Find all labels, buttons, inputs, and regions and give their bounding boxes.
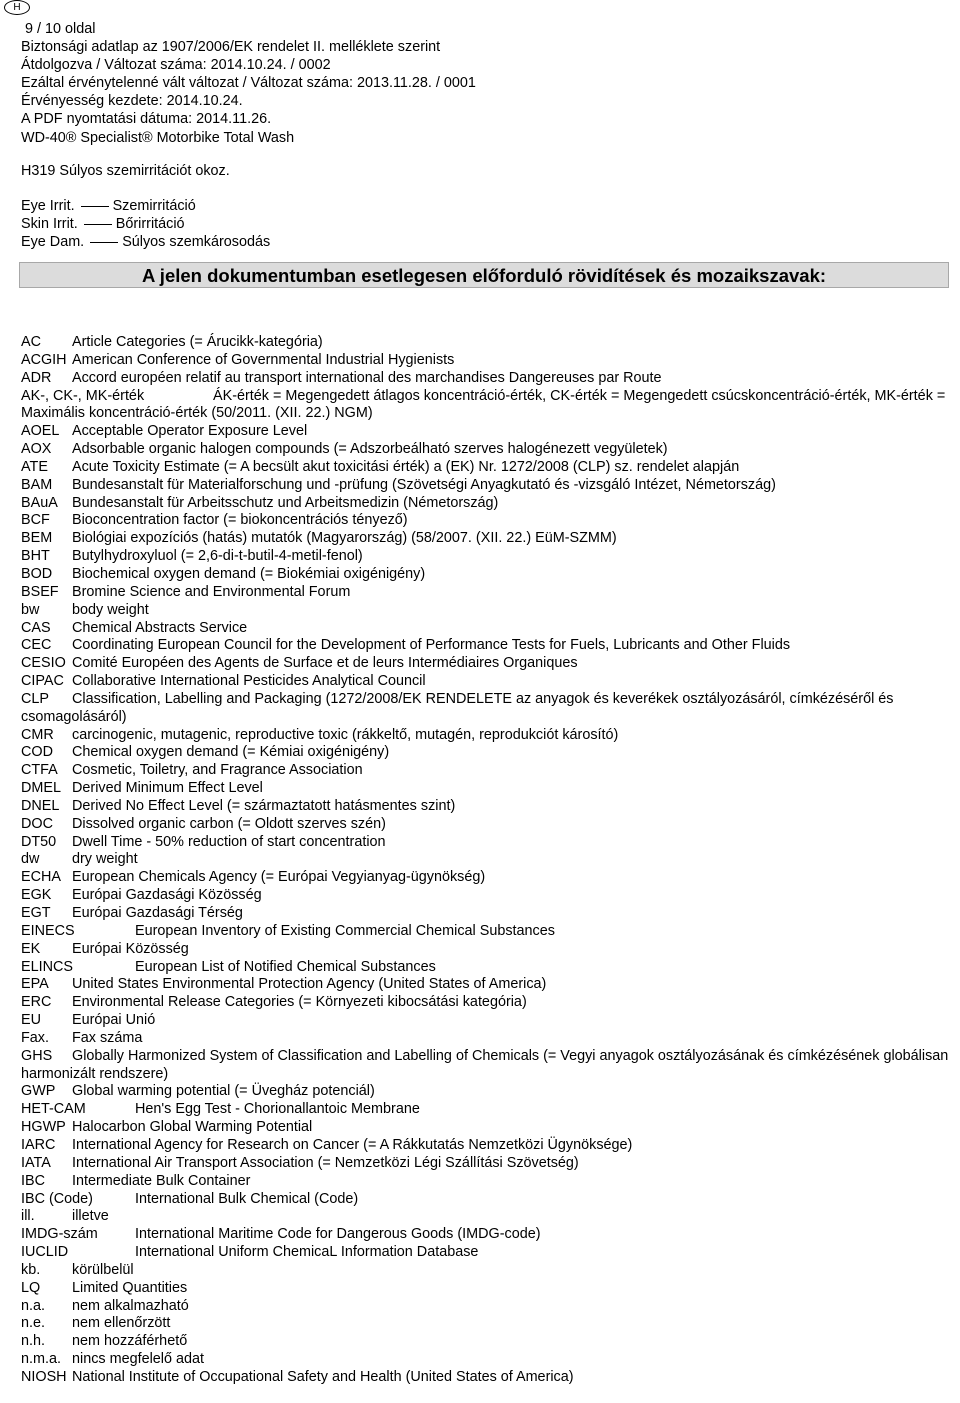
abbreviation-term: IMDG-szám [21, 1226, 98, 1243]
abbreviation-definition: Bromine Science and Environmental Forum [72, 583, 351, 600]
em-dash-icon [81, 206, 109, 207]
abbreviation-term: Fax. [21, 1029, 49, 1046]
abbreviation-term: CAS [21, 619, 51, 636]
abbreviation-term: CIPAC [21, 673, 64, 690]
abbreviation-row [21, 495, 951, 513]
abbreviation-term: EGK [21, 887, 52, 904]
abbreviation-row [21, 976, 951, 994]
abbreviation-term: HET-CAM [21, 1101, 86, 1118]
abbreviation-term: n.h. [21, 1333, 46, 1350]
abbreviation-definition: Adsorbable organic halogen compounds (= Adszorbeálható szerves halogénezett vegyületek) [72, 441, 668, 458]
abbreviation-definition: Accord européen relatif au transport international des marchandises Dangereuses par Route [72, 369, 662, 386]
abbreviation-definition: Biochemical oxygen demand (= Biokémiai oxigénigény) [72, 565, 426, 582]
abbreviation-row [21, 370, 951, 388]
abbreviation-definition: nem alkalmazható [72, 1297, 189, 1314]
abbreviation-term: CEC [21, 637, 52, 654]
abbreviation-definition: nem ellenőrzött [72, 1315, 171, 1332]
abbreviation-term: EPA [21, 976, 49, 993]
abbreviation-row [21, 477, 951, 495]
abbreviation-row [21, 1191, 951, 1209]
abbreviation-definition: International Maritime Code for Dangerous Goods (IMDG-code) [135, 1226, 541, 1243]
hazard-class-list [21, 197, 270, 251]
abbreviation-row [21, 423, 951, 441]
abbreviation-definition: Európai Közösség [72, 940, 189, 957]
regulation-line: Biztonsági adatlap az 1907/2006/EK rendelet II. melléklete szerint [21, 39, 441, 56]
abbreviation-definition: Article Categories (= Árucikk-kategória) [72, 334, 323, 350]
abbreviation-term: AOX [21, 441, 52, 458]
abbreviation-definition: Cosmetic, Toiletry, and Fragrance Association [72, 762, 363, 779]
abbreviation-definition: United States Environmental Protection Agency (United States of America) [72, 976, 547, 993]
abbreviation-term: AOEL [21, 423, 60, 440]
abbreviation-definition: International Agency for Research on Cancer (= A Rákkutatás Nemzetközi Ügynöksége) [72, 1136, 633, 1153]
abbreviation-row [21, 1173, 951, 1191]
abbreviation-definition: Hen's Egg Test - Chorionallantoic Membrane [135, 1101, 420, 1118]
abbreviation-term: n.e. [21, 1315, 46, 1332]
abbreviation-term: GHS [21, 1047, 53, 1064]
abbreviation-row [21, 655, 951, 673]
abbreviation-row [21, 1244, 951, 1262]
abbreviation-definition: Comité Européen des Agents de Surface et de leurs Intermédiaires Organiques [72, 655, 578, 672]
abbreviation-definition: Európai Unió [72, 1012, 156, 1029]
abbreviation-term: BAuA [21, 494, 58, 511]
abbreviation-row [21, 530, 951, 548]
abbreviation-term: IATA [21, 1154, 51, 1171]
abbreviation-definition: Chemical oxygen demand (= Kémiai oxigénigény) [72, 744, 390, 761]
product-name: WD-40® Specialist® Motorbike Total Wash [21, 129, 295, 146]
abbreviation-definition: American Conference of Governmental Industrial Hygienists [72, 351, 455, 368]
abbreviation-list [21, 334, 951, 1387]
abbreviation-term: IARC [21, 1136, 56, 1153]
abbreviation-term: ELINCS [21, 958, 73, 975]
abbreviation-row [21, 834, 951, 852]
hazard-statement: H319 Súlyos szemirritációt okoz. [21, 163, 230, 179]
abbreviation-definition: illetve [72, 1208, 109, 1225]
abbreviation-row [21, 780, 951, 798]
abbreviation-definition: Derived Minimum Effect Level [72, 780, 263, 797]
abbreviation-definition: Acute Toxicity Estimate (= A becsült akut toxicitási érték) a (EK) Nr. 1272/2008 (CLP) sz. rendelet alapján [72, 458, 740, 475]
abbreviation-term: ADR [21, 369, 52, 386]
abbreviation-row [21, 923, 951, 941]
abbreviation-term: ill. [21, 1208, 35, 1225]
abbreviation-definition: European Inventory of Existing Commercial Chemical Substances [135, 922, 555, 939]
abbreviation-row [21, 1262, 951, 1280]
abbreviation-row [21, 941, 951, 959]
abbreviation-term: DNEL [21, 797, 60, 814]
abbreviation-definition: European List of Notified Chemical Substances [135, 958, 436, 975]
abbreviation-definition: nincs megfelelő adat [72, 1351, 204, 1368]
em-dash-icon [90, 242, 118, 243]
superseded-line: Ezáltal érvénytelenné vált változat / Változat száma: 2013.11.28. / 0001 [21, 75, 476, 92]
abbreviation-definition: carcinogenic, mutagenic, reproductive toxic (rákkeltő, mutagén, reprodukciót károsító) [72, 726, 619, 743]
abbreviation-term: kb. [21, 1261, 41, 1278]
hazard-class-desc: Súlyos szemkárosodás [122, 234, 271, 250]
abbreviation-definition: Bundesanstalt für Materialforschung und -prüfung (Szövetségi Anyagkutató és -vizsgáló Intézet, Németország) [72, 476, 776, 493]
abbreviation-row [21, 602, 951, 620]
abbreviation-term: GWP [21, 1083, 56, 1100]
abbreviation-term: BEM [21, 530, 53, 547]
abbreviation-definition: Európai Gazdasági Közösség [72, 887, 262, 904]
page-number: 9 / 10 oldal [25, 21, 96, 37]
abbreviation-definition: Global warming potential (= Üvegház potenciál) [72, 1083, 375, 1100]
abbreviation-term: BCF [21, 512, 50, 529]
abbreviation-row [21, 334, 951, 352]
abbreviation-term: COD [21, 744, 53, 761]
abbreviation-row [21, 1155, 951, 1173]
abbreviation-term: LQ [21, 1279, 41, 1296]
abbreviation-term: ACGIH [21, 351, 67, 368]
abbreviation-row [21, 1333, 951, 1351]
abbreviation-term: AC [21, 334, 41, 350]
abbreviation-row [21, 1012, 951, 1030]
h-badge-icon: H [4, 0, 30, 15]
abbreviation-row [21, 1119, 951, 1137]
hazard-class-row [21, 215, 270, 233]
abbreviation-term: CESIO [21, 655, 66, 672]
abbreviation-definition: Limited Quantities [72, 1279, 188, 1296]
abbreviation-term: n.m.a. [21, 1351, 61, 1368]
abbreviation-row [21, 620, 951, 638]
abbreviation-row [21, 1137, 951, 1155]
abbreviation-definition: Európai Gazdasági Térség [72, 905, 243, 921]
abbreviation-term: CLP [21, 690, 49, 707]
abbreviation-definition: Acceptable Operator Exposure Level [72, 423, 308, 440]
abbreviation-term: BAM [21, 476, 53, 493]
pdf-print-date: A PDF nyomtatási dátuma: 2014.11.26. [21, 111, 272, 128]
abbreviation-term: DT50 [21, 833, 57, 850]
abbreviation-definition: Butylhydroxyluol (= 2,6-di-t-butil-4-metil-fenol) [72, 548, 363, 565]
abbreviation-row [21, 905, 951, 923]
abbreviation-term: BOD [21, 565, 53, 582]
abbreviation-term: IUCLID [21, 1244, 69, 1261]
abbreviation-definition: Environmental Release Categories (= Környezeti kibocsátási kategória) [72, 994, 527, 1011]
abbreviation-row [21, 459, 951, 477]
abbreviation-term: ECHA [21, 869, 61, 886]
em-dash-icon [84, 224, 112, 225]
abbreviation-term: n.a. [21, 1297, 46, 1314]
hazard-class-row [21, 197, 270, 215]
abbreviation-row [21, 1298, 951, 1316]
abbreviation-term: dw [21, 851, 40, 868]
abbreviation-definition: ÁK-érték = Megengedett átlagos koncentráció-érték, CK-érték = Megengedett csúcskoncentráció-érték, MK-érték = Maximális koncentráció-érték (50/2011. (XII. 22.) NGM) [21, 387, 946, 422]
abbreviation-row [21, 994, 951, 1012]
abbreviation-row [21, 1048, 951, 1084]
abbreviation-row [21, 1315, 951, 1333]
abbreviation-row [21, 352, 951, 370]
abbreviation-row [21, 727, 951, 745]
abbreviation-term: IBC [21, 1172, 45, 1189]
abbreviation-term: AK-, CK-, MK-érték [21, 387, 145, 404]
abbreviation-row [21, 1083, 951, 1101]
abbreviation-row [21, 959, 951, 977]
abbreviation-row [21, 1208, 951, 1226]
hazard-class-desc: Szemirritáció [112, 198, 196, 214]
abbreviation-term: IBC (Code) [21, 1190, 93, 1207]
abbreviation-row [21, 388, 951, 424]
abbreviation-row [21, 584, 951, 602]
hazard-class-code: Eye Irrit. [21, 198, 75, 214]
abbreviation-term: NIOSH [21, 1368, 67, 1385]
abbreviation-row [21, 1226, 951, 1244]
hazard-class-desc: Bőrirritáció [115, 216, 185, 232]
abbreviation-definition: Derived No Effect Level (= származtatott hatásmentes szint) [72, 797, 456, 814]
abbreviation-definition: International Uniform ChemicaL Information Database [135, 1244, 479, 1261]
hazard-class-code: Skin Irrit. [21, 216, 78, 232]
abbreviation-row [21, 851, 951, 869]
abbreviation-row [21, 762, 951, 780]
section-heading: A jelen dokumentumban esetlegesen előforduló rövidítések és mozaikszavak: [19, 262, 949, 288]
abbreviation-term: DMEL [21, 780, 61, 797]
abbreviation-row [21, 798, 951, 816]
abbreviation-row [21, 887, 951, 905]
abbreviation-term: bw [21, 601, 40, 618]
abbreviation-definition: European Chemicals Agency (= Európai Vegyianyag-ügynökség) [72, 869, 486, 886]
hazard-class-code: Eye Dam. [21, 234, 85, 250]
abbreviation-definition: body weight [72, 601, 149, 618]
document-header [21, 20, 951, 147]
abbreviation-row [21, 1030, 951, 1048]
abbreviation-term: ATE [21, 458, 48, 475]
abbreviation-definition: Classification, Labelling and Packaging (1272/2008/EK RENDELETE az anyagok és keverékek osztályozásáról, címkézéséről és csomagolásáról) [21, 690, 894, 725]
abbreviation-term: CTFA [21, 762, 58, 779]
abbreviation-definition: Bundesanstalt für Arbeitsschutz und Arbeitsmedizin (Németország) [72, 494, 499, 511]
valid-from-line: Érvényesség kezdete: 2014.10.24. [21, 93, 243, 110]
abbreviation-row [21, 816, 951, 834]
abbreviation-term: EK [21, 940, 41, 957]
abbreviation-row [21, 566, 951, 584]
abbreviation-definition: Dissolved organic carbon (= Oldott szerves szén) [72, 815, 386, 832]
abbreviation-definition: Dwell Time - 50% reduction of start concentration [72, 833, 386, 850]
abbreviation-definition: Coordinating European Council for the Development of Performance Tests for Fuels, Lubricants and Other Fluids [72, 637, 791, 654]
abbreviation-definition: Fax száma [72, 1029, 143, 1046]
abbreviation-definition: Chemical Abstracts Service [72, 619, 248, 636]
abbreviation-row [21, 637, 951, 655]
abbreviation-definition: National Institute of Occupational Safety and Health (United States of America) [72, 1368, 574, 1385]
abbreviation-definition: Globally Harmonized System of Classification and Labelling of Chemicals (= Vegyi anyagok osztályozásának és címkézésének globálisan harmonizált rendszere) [21, 1047, 949, 1082]
abbreviation-row [21, 744, 951, 762]
abbreviation-term: BHT [21, 548, 50, 565]
abbreviation-term: ERC [21, 994, 52, 1011]
abbreviation-definition: International Air Transport Association (= Nemzetközi Légi Szállítási Szövetség) [72, 1154, 579, 1171]
abbreviation-definition: Intermediate Bulk Container [72, 1172, 251, 1189]
abbreviation-row [21, 512, 951, 530]
abbreviation-term: CMR [21, 726, 54, 743]
abbreviation-definition: International Bulk Chemical (Code) [135, 1190, 359, 1207]
abbreviation-row [21, 1369, 951, 1387]
abbreviation-row [21, 441, 951, 459]
abbreviation-row [21, 1351, 951, 1369]
abbreviation-row [21, 548, 951, 566]
abbreviation-definition: körülbelül [72, 1261, 134, 1278]
abbreviation-row [21, 869, 951, 887]
abbreviation-term: EINECS [21, 922, 75, 939]
abbreviation-row [21, 1101, 951, 1119]
abbreviation-term: BSEF [21, 583, 59, 600]
abbreviation-row [21, 673, 951, 691]
revision-line: Átdolgozva / Változat száma: 2014.10.24. / 0002 [21, 57, 331, 74]
abbreviation-definition: Bioconcentration factor (= biokoncentrációs tényező) [72, 512, 408, 529]
hazard-class-row [21, 233, 270, 251]
abbreviation-definition: dry weight [72, 851, 138, 868]
abbreviation-term: EGT [21, 905, 51, 921]
abbreviation-definition: Collaborative International Pesticides Analytical Council [72, 673, 426, 690]
abbreviation-row [21, 1280, 951, 1298]
abbreviation-term: HGWP [21, 1119, 66, 1136]
abbreviation-term: EU [21, 1012, 41, 1029]
abbreviation-definition: nem hozzáférhető [72, 1333, 188, 1350]
abbreviation-row [21, 691, 951, 727]
abbreviation-definition: Biológiai expozíciós (hatás) mutatók (Magyarország) (58/2007. (XII. 22.) EüM-SZMM) [72, 530, 617, 547]
abbreviation-definition: Halocarbon Global Warming Potential [72, 1119, 313, 1136]
abbreviation-term: DOC [21, 815, 53, 832]
